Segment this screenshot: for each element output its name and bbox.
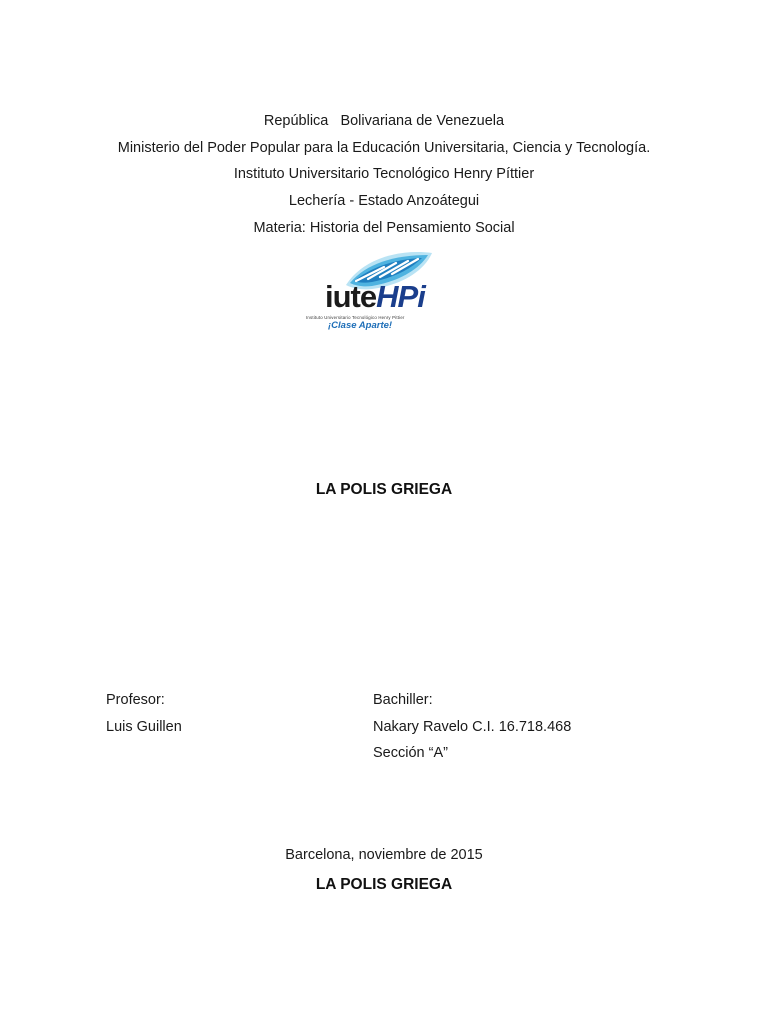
institution-header [0,108,768,242]
professor-name: Luis Guillen [106,718,182,735]
student-section: Sección “A” [373,745,448,762]
header-line-ministry: Ministerio del Poder Popular para la Educación Universitaria, Ciencia y Tecnología. [117,139,651,156]
header-line-institute: Instituto Universitario Tecnológico Henry Píttier [233,166,535,183]
student-name: Nakary Ravelo C.I. 16.718.468 [373,718,572,735]
document-title: LA POLIS GRIEGA [315,481,453,498]
header-line-subject: Materia: Historia del Pensamiento Social [253,219,515,236]
document-title-repeat: LA POLIS GRIEGA [315,876,453,893]
header-line-country: República Bolivariana de Venezuela [263,113,505,129]
logo-subtitle: Instituto Universitario Tecnológico Henry Pittier [306,315,405,320]
student-block [373,687,571,767]
student-label: Bachiller: [373,692,433,708]
logo-wordmark: iuteHPi [325,279,425,314]
header-line-location: Lechería - Estado Anzoátegui [288,193,480,210]
logo-slogan: ¡Clase Aparte! [328,320,393,331]
professor-label: Profesor: [106,692,165,708]
date-line: Barcelona, noviembre de 2015 [285,847,483,863]
iutehpi-logo [284,245,452,345]
professor-block [106,687,182,740]
